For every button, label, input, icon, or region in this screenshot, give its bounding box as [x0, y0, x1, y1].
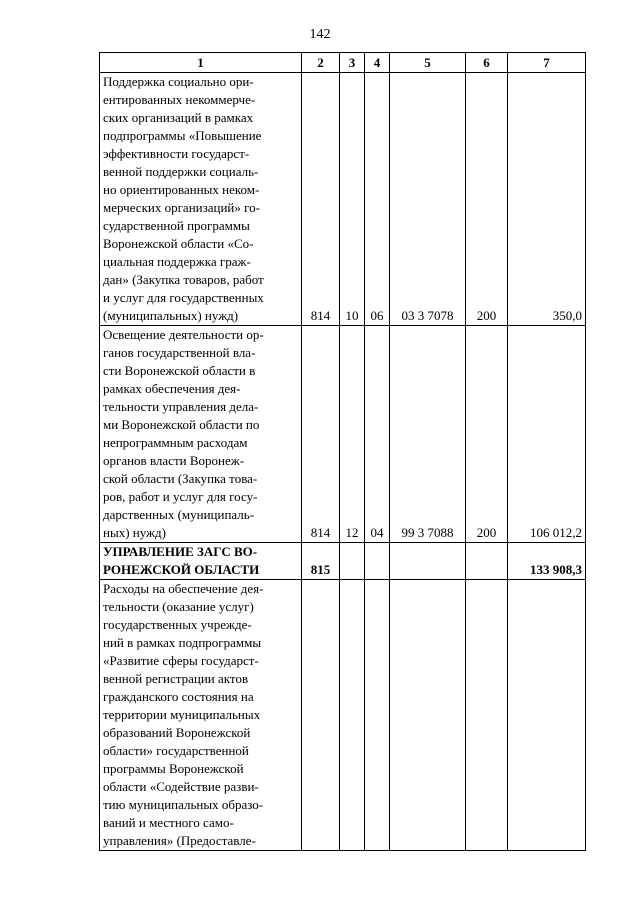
- row-description: УПРАВЛЕНИЕ ЗАГС ВО- РОНЕЖСКОЙ ОБЛАСТИ: [100, 543, 302, 580]
- cell-section: [340, 543, 365, 580]
- cell-ministry-code: 814: [302, 73, 340, 326]
- cell-ministry-code: 814: [302, 326, 340, 543]
- cell-section: 12: [340, 326, 365, 543]
- budget-table: [99, 52, 586, 851]
- cell-ministry-code: [302, 580, 340, 851]
- row-description: Расходы на обеспечение дея- тельности (оказание услуг) государственных учрежде- ний в рамках подпрограммы «Развитие сферы государст- венной регистрации актов гражданского состояния на территории муниципальных образований Воронежской области» государственной программы Воронежской области «Содействие разви- тию муниципальных образо- ваний и местного само- управления» (Предоставле-: [100, 580, 302, 851]
- cell-section: [340, 580, 365, 851]
- table-row: [100, 326, 586, 543]
- cell-amount: 350,0: [508, 73, 586, 326]
- cell-expense-type: 200: [466, 73, 508, 326]
- cell-amount: [508, 580, 586, 851]
- table-row: [100, 580, 586, 851]
- table-row-section: [100, 543, 586, 580]
- column-header: 7: [508, 53, 586, 73]
- cell-subsection: 04: [365, 326, 390, 543]
- column-header: 4: [365, 53, 390, 73]
- column-header: 2: [302, 53, 340, 73]
- table-row: [100, 73, 586, 326]
- cell-amount: 106 012,2: [508, 326, 586, 543]
- column-header: 1: [100, 53, 302, 73]
- cell-subsection: [365, 580, 390, 851]
- row-description: Освещение деятельности ор- ганов государственной вла- сти Воронежской области в рамках обеспечения дея- тельности управления дела- ми Воронежской области по непрограммным расходам органов власти Воронеж- ской области (Закупка това- ров, работ и услуг для госу- дарственных (муниципаль- ных) нужд): [100, 326, 302, 543]
- cell-target-article: [390, 543, 466, 580]
- cell-expense-type: [466, 543, 508, 580]
- header-row: [100, 53, 586, 73]
- column-header: 6: [466, 53, 508, 73]
- cell-target-article: 99 3 7088: [390, 326, 466, 543]
- cell-target-article: [390, 580, 466, 851]
- cell-expense-type: 200: [466, 326, 508, 543]
- page-number: 142: [309, 27, 331, 42]
- row-description: Поддержка социально ори- ентированных некоммерче- ских организаций в рамках подпрограммы «Повышение эффективности государст- венной поддержки социаль- но ориентированных неком- мерческих организаций» го- сударственной программы Воронежской области «Со- циальная поддержка граж- дан» (Закупка товаров, работ и услуг для государственных (муниципальных) нужд): [100, 73, 302, 326]
- cell-target-article: 03 3 7078: [390, 73, 466, 326]
- column-header: 3: [340, 53, 365, 73]
- cell-subsection: 06: [365, 73, 390, 326]
- cell-expense-type: [466, 580, 508, 851]
- cell-amount: 133 908,3: [508, 543, 586, 580]
- column-header: 5: [390, 53, 466, 73]
- cell-section: 10: [340, 73, 365, 326]
- cell-ministry-code: 815: [302, 543, 340, 580]
- cell-subsection: [365, 543, 390, 580]
